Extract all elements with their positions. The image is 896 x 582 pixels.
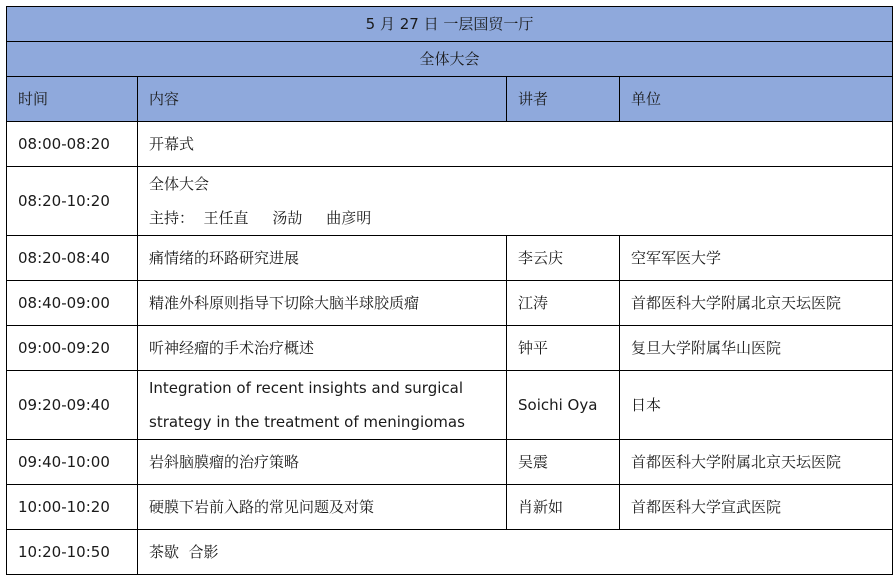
header-subtitle-row xyxy=(7,42,893,77)
table-row xyxy=(7,485,893,530)
table-row xyxy=(7,167,893,236)
content-line: Integration of recent insights and surgical xyxy=(149,379,464,397)
column-header-time: 时间 xyxy=(7,77,138,122)
table-row xyxy=(7,371,893,440)
unit-cell: 日本 xyxy=(620,371,893,440)
content-cell xyxy=(138,167,893,236)
hosts-line: 主持： 王任直 汤劼 曲彦明 xyxy=(149,209,372,227)
table-row xyxy=(7,122,893,167)
content-cell: 茶歇 合影 xyxy=(138,530,893,575)
content-line: 全体大会 xyxy=(149,175,210,193)
header-title-row xyxy=(7,7,893,42)
column-header-row xyxy=(7,77,893,122)
table-row xyxy=(7,440,893,485)
column-header-content: 内容 xyxy=(138,77,507,122)
unit-cell: 首都医科大学宣武医院 xyxy=(620,485,893,530)
time-cell: 09:20-09:40 xyxy=(7,371,138,440)
content-cell: 精准外科原则指导下切除大脑半球胶质瘤 xyxy=(138,281,507,326)
speaker-cell: 江涛 xyxy=(507,281,620,326)
speaker-cell: 李云庆 xyxy=(507,236,620,281)
time-cell: 08:20-10:20 xyxy=(7,167,138,236)
unit-cell: 首都医科大学附属北京天坛医院 xyxy=(620,440,893,485)
column-header-unit: 单位 xyxy=(620,77,893,122)
content-cell: 痛情绪的环路研究进展 xyxy=(138,236,507,281)
content-cell xyxy=(138,371,507,440)
time-cell: 08:00-08:20 xyxy=(7,122,138,167)
content-cell: 听神经瘤的手术治疗概述 xyxy=(138,326,507,371)
table-row xyxy=(7,326,893,371)
speaker-cell: 钟平 xyxy=(507,326,620,371)
content-cell: 硬膜下岩前入路的常见问题及对策 xyxy=(138,485,507,530)
unit-cell: 首都医科大学附属北京天坛医院 xyxy=(620,281,893,326)
content-cell: 岩斜脑膜瘤的治疗策略 xyxy=(138,440,507,485)
time-cell: 10:20-10:50 xyxy=(7,530,138,575)
speaker-cell: 肖新如 xyxy=(507,485,620,530)
time-cell: 09:00-09:20 xyxy=(7,326,138,371)
table-row xyxy=(7,236,893,281)
time-cell: 08:40-09:00 xyxy=(7,281,138,326)
time-cell: 09:40-10:00 xyxy=(7,440,138,485)
content-line: strategy in the treatment of meningiomas xyxy=(149,413,465,431)
unit-cell: 复旦大学附属华山医院 xyxy=(620,326,893,371)
speaker-cell: Soichi Oya xyxy=(507,371,620,440)
schedule-table xyxy=(6,6,893,575)
time-cell: 08:20-08:40 xyxy=(7,236,138,281)
table-row xyxy=(7,281,893,326)
table-row xyxy=(7,530,893,575)
column-header-speaker: 讲者 xyxy=(507,77,620,122)
session-title: 5 月 27 日 一层国贸一厅 xyxy=(7,7,893,42)
speaker-cell: 吴震 xyxy=(507,440,620,485)
unit-cell: 空军军医大学 xyxy=(620,236,893,281)
time-cell: 10:00-10:20 xyxy=(7,485,138,530)
session-subtitle: 全体大会 xyxy=(7,42,893,77)
content-cell: 开幕式 xyxy=(138,122,893,167)
